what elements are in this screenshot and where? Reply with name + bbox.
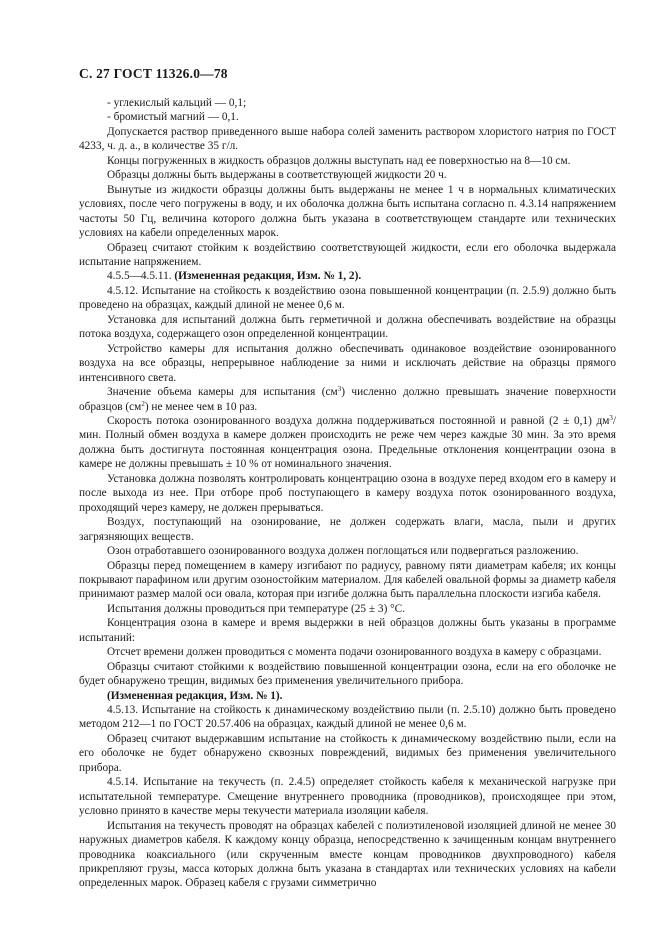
page-header: С. 27 ГОСТ 11326.0—78 [79, 66, 228, 81]
text-run: Значение объема камеры для испытания (см [107, 386, 338, 399]
paragraph: Образцы считают стойкими к воздействию повышенной концентрации озона, если на его оболочке не будет обнаружено трещин, видимых без применения увеличительного прибора. [79, 660, 616, 688]
paragraph [79, 385, 616, 414]
paragraph: Вынутые из жидкости образцы должны быть выдержаны не менее 1 ч в нормальных климатических условиях, после чего погружены в воду, и их оболочка должна быть испытана согласно п. 4.3.14 напряжением частоты 50 Гц, величина которого должна быть указана в соответствующем стандарте или технических условиях на кабели определенных марок. [79, 183, 616, 240]
paragraph: 4.5.14. Испытание на текучесть (п. 2.4.5) определяет стойкость кабеля к механической нагрузке при испытательной температуре. Смещение внутреннего проводника (проводников), происходящее при этом, условно принято в качестве меры текучести материала изоляции кабеля. [79, 776, 616, 818]
superscript: 3 [337, 385, 342, 394]
clause-range: 4.5.5—4.5.11. [107, 270, 175, 283]
paragraph: Озон отработавшего озонированного воздуха должен поглощаться или подвергаться разложению. [107, 545, 579, 558]
text-run: /мин. Полный обмен воздуха в камере должен происходить не реже чем через каждые 30 мин. За это время должна быть достигнута постоянная концентрация озона. Предельные отклонения концентрации озона в камере не должны превышать ± 10 % от номинального значения. [79, 414, 616, 471]
paragraph: Концы погруженных в жидкость образцов должны выступать над ее поверхностью на 8—10 см. [107, 154, 571, 167]
amendment-paragraph [79, 269, 616, 283]
paragraph [79, 414, 616, 472]
superscript: 3 [609, 413, 613, 422]
amendment-note: (Измененная редакция, Изм. № 1). [107, 689, 283, 702]
paragraph: Образец считают выдержавшим испытание на стойкость к динамическому воздействию пыли, если на его оболочке не будет обнаружено сквозных повреждений, видимых без применения увеличительного прибора. [79, 732, 616, 774]
paragraph: Воздух, поступающий на озонирование, не должен содержать влаги, масла, пыли и других загрязняющих веществ. [79, 516, 616, 543]
list-item: - бромистый магний — 0,1. [107, 111, 239, 124]
paragraph: 4.5.12. Испытание на стойкость к воздействию озона повышенной концентрации (п. 2.5.9) должно быть проведено на образцах, каждый длиной не менее 0,6 м. [79, 284, 616, 312]
paragraph: Образцы перед помещением в камеру изгибают по радиусу, равному пяти диаметрам кабеля; их концы покрывают парафином или другим озоностойким материалом. Для кабелей овальной формы за диаметр кабеля принимают размер малой оси овала, которая при изгибе должна быть параллельна плоскости изгиба кабеля. [79, 559, 616, 601]
paragraph: Концентрация озона в камере и время выдержки в ней образцов должны быть указаны в программе испытаний: [79, 617, 616, 644]
paragraph: Образец считают стойким к воздействию соответствующей жидкости, если его оболочка выдержала испытание напряжением. [79, 241, 616, 268]
list-item: - углекислый кальций — 0,1; [107, 97, 247, 109]
paragraph: Установка должна позволять контролировать концентрацию озона в воздухе перед входом его в камеру и после выхода из нее. При отборе проб поступающего в камеру воздуха поток озонированного воздуха, проходящий через камеру, не должен прерываться. [79, 472, 616, 514]
text-run: Скорость потока озонированного воздуха должна поддерживаться постоянной и равной (2 ± 0,1) дм [107, 414, 610, 427]
paragraph: Испытания должны проводиться при температуре (25 ± 3) °С. [107, 602, 406, 615]
paragraph: Образцы должны быть выдержаны в соответствующей жидкости 20 ч. [107, 169, 447, 182]
paragraph: Установка для испытаний должна быть герметичной и должна обеспечивать воздействие на образцы потока воздуха, содержащего озон определенной концентрации. [79, 313, 616, 341]
text-run: ) не менее чем в 10 раз. [144, 400, 258, 413]
paragraph: Устройство камеры для испытания должно обеспечивать одинаковое воздействие озонированного воздуха на все образцы, непрерывное наблюдение за ними и исключать действие на образцы прямого интенсивного света. [79, 342, 616, 384]
text-run: ) численно должно превышать значение поверхности образцов (см [79, 386, 616, 413]
paragraph: Допускается раствор приведенного выше набора солей заменить раствором хлористого натрия по ГОСТ 4233, ч. д. а., в количестве 35 г/л. [79, 125, 616, 153]
superscript: 2 [141, 399, 145, 408]
paragraph: 4.5.13. Испытание на стойкость к динамическому воздействию пыли (п. 2.5.10) должно быть проведено методом 212—1 по ГОСТ 20.57.406 на образцах, каждый длиной не менее 0,6 м. [79, 704, 616, 731]
amendment-note: (Измененная редакция, Изм. № 1, 2). [174, 270, 362, 283]
paragraph: Испытания на текучесть проводят на образцах кабелей с полиэтиленовой изоляцией длиной не менее 30 наружных диаметров кабеля. К каждому концу образца, непосредственно к зачищенным концам внутреннего проводника коаксиального (или скрученным вместе концам проводников двухпроводного) кабеля прикрепляют грузы, масса которых должна быть указана в стандартах или технических условиях на кабели определенных марок. Образец кабеля с грузами симметрично [79, 819, 616, 890]
paragraph: Отсчет времени должен проводиться с момента подачи озонированного воздуха в камеру с образцами. [107, 646, 602, 659]
document-body [79, 96, 616, 891]
